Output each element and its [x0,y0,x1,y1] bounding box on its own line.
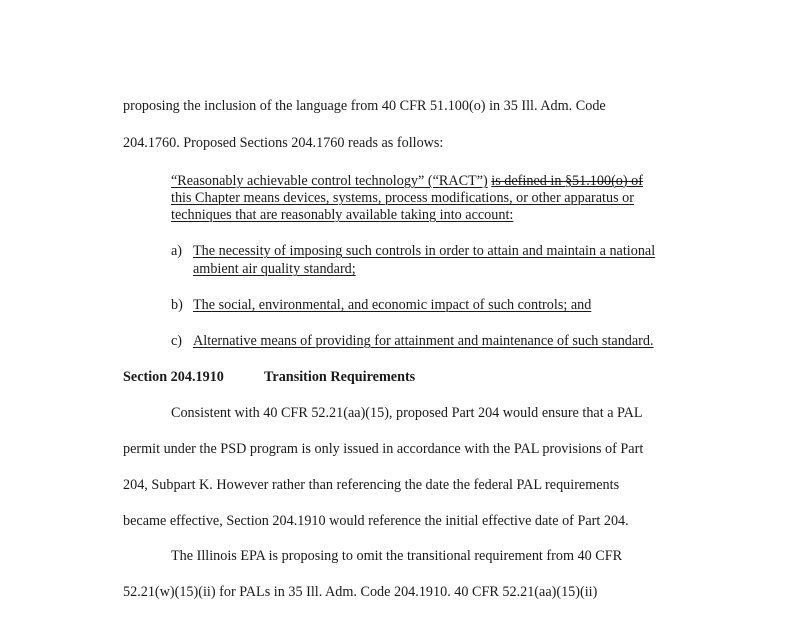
para3-line2: 52.21(w)(15)(ii) for PALs in 35 Ill. Adm. Code 204.1910. 40 CFR 52.21(aa)(15)(ii) [123,584,598,600]
quote-line1-struck: is defined in §51.100(o) of [491,173,643,189]
para1-line1: proposing the inclusion of the language from 40 CFR 51.100(o) in 35 Ill. Adm. Code [123,98,606,114]
item-b-line1: The social, environmental, and economic impact of such controls; and [193,297,592,313]
para3-line1: The Illinois EPA is proposing to omit the transitional requirement from 40 CFR [171,548,623,564]
item-c-line1: Alternative means of providing for attainment and maintenance of such standard. [193,333,654,349]
item-b-label: b) [171,297,183,313]
quote-line3: techniques that are reasonably available taking into account: [171,207,514,223]
para2-line3: 204, Subpart K. However rather than referencing the date the federal PAL requirements [123,477,620,493]
item-a-line1: The necessity of imposing such controls in order to attain and maintain a national [193,243,656,259]
quote-line1-underlined: “Reasonably achievable control technology” (“RACT”) [171,173,488,189]
para2-line4: became effective, Section 204.1910 would reference the initial effective date of Part 204. [123,513,629,529]
para2-line2: permit under the PSD program is only issued in accordance with the PAL provisions of Part [123,441,644,457]
para2-line1: Consistent with 40 CFR 52.21(aa)(15), proposed Part 204 would ensure that a PAL [171,405,643,421]
item-a-line2: ambient air quality standard; [193,261,356,277]
section-title: Transition Requirements [264,369,416,385]
quote-line2: this Chapter means devices, systems, process modifications, or other apparatus or [171,190,634,206]
section-number: Section 204.1910 [123,369,224,385]
quote-line1 [171,172,643,190]
item-a-label: a) [171,243,183,259]
para1-line2: 204.1760. Proposed Sections 204.1760 reads as follows: [123,135,444,151]
item-c-label: c) [171,333,183,349]
